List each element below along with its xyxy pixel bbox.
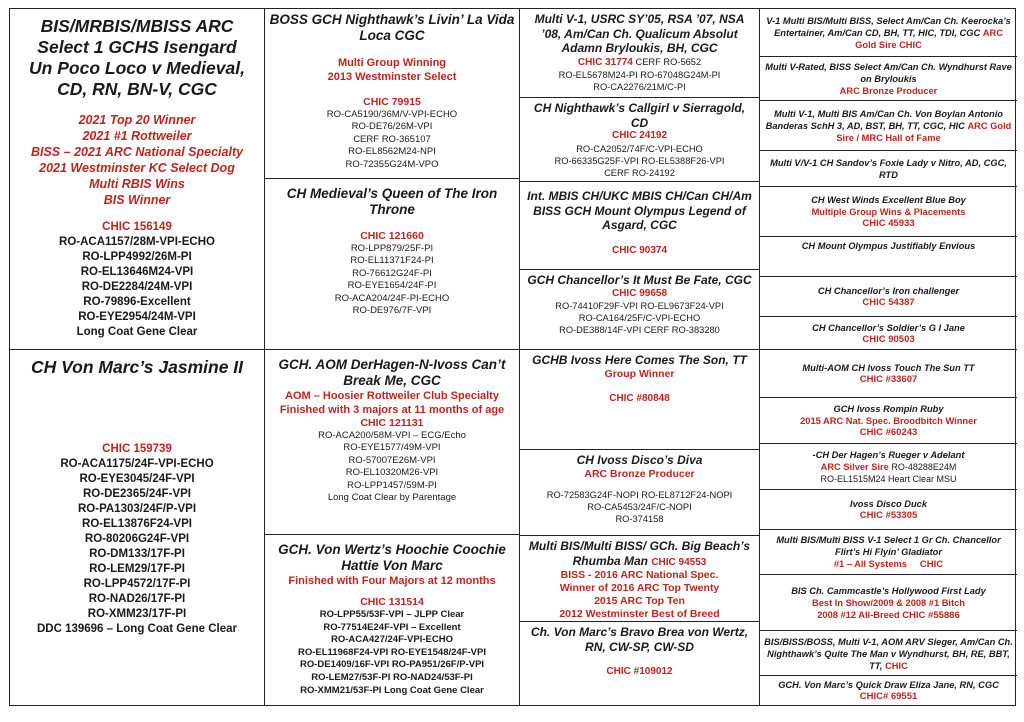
health-clearance: RO-EL10320M26-VPI — [345, 467, 439, 479]
health-clearance: RO-EL1515M24 Heart Clear MSU — [820, 474, 957, 484]
health-clearance: RO-EL8562M24-NPI — [348, 146, 436, 158]
dam-sire-cell — [520, 536, 759, 622]
generation-1-column — [10, 9, 265, 705]
health-clearance: RO-EL11371F24-PI — [350, 255, 434, 267]
dog-name: Multi V/V-1 CH Sandov’s Foxie Lady v Nitro, AD, CGC, RTD — [770, 158, 1007, 180]
dog-name: Multi V-1, USRC SY’05, RSA ’07, NSA ’08, Am/Can Ch. Qualicum Absolut Adamn Bryloukis, BH, CGC — [534, 12, 745, 55]
ancestor-cell — [760, 101, 1017, 151]
sire-cell — [265, 9, 519, 179]
dog-dam-side-cell — [10, 350, 264, 705]
health-clearance: RO-CA2276/21M/C-PI — [593, 82, 686, 92]
achievement: Multi RBIS Wins — [89, 177, 185, 191]
dog-name-line: CD, RN, BN-V, CGC — [57, 79, 217, 99]
achievement: 2013 Westminster Select — [327, 71, 457, 83]
health-clearance: RO-374158 — [615, 513, 664, 524]
achievement: Group Winner — [604, 367, 675, 380]
chic-number: CHIC 121660 — [360, 230, 424, 242]
ancestor-cell — [760, 237, 1017, 277]
achievement: BISS - 2016 ARC National Spec. — [560, 569, 719, 581]
dog-name-line: Select 1 GCHS Isengard — [37, 37, 237, 57]
dog-name: Multi V-Rated, BISS Select Am/Can Ch. Wyndhurst Rave on Bryloukis — [765, 62, 1012, 84]
health-clearance: RO-ACA204/24F-PI-ECHO — [334, 292, 450, 304]
health-clearance: RO-DE976/7F-VPI — [352, 305, 432, 317]
health-clearance: RO-LPP4572/17F-PI — [83, 578, 191, 590]
dog-name: Int. MBIS CH/UKC MBIS CH/Can CH/Am BISS GCH Mount Olympus Legend of Asgard, CGC — [527, 189, 752, 232]
dam-dam-cell — [520, 622, 759, 705]
dog-name-text: Multi BIS/Multi BISS/ GCh. Big Beach’s Rhumba Man — [528, 539, 751, 568]
health-clearance: RO-66335G25F-VPI RO-EL5388F26-VPI — [554, 155, 725, 166]
health-clearance: RO-EYE1654/24F-PI — [347, 280, 437, 292]
achievement: ARC Bronze Producer — [839, 86, 938, 96]
chic-number: CHIC #55886 — [902, 609, 960, 621]
ancestor-cell — [760, 317, 1017, 350]
dog-name-text: BIS/BISS/BOSS, Multi V-1, AOM ARV Sieger, Am/Can Ch. Nighthawk’s Quite The Man v Wyndhurst, BH, RE, BBT, TT, — [764, 636, 1013, 671]
sire-dam-cell — [520, 450, 759, 536]
health-clearance: RO-ACA427/24F-VPI-ECHO — [331, 634, 453, 646]
dog-name: BOSS GCH Nighthawk’s Livin’ La Vida Loca CGC — [269, 12, 515, 43]
sire-cell — [265, 350, 519, 535]
dog-name: GCH Chancellor’s It Must Be Fate, CGC — [527, 273, 752, 287]
dog-name: GCH. Von Wertz’s Hoochie Coochie Hattie Von Marc — [278, 542, 506, 573]
health-clearance: RO-80206G24F-VPI — [84, 533, 190, 545]
health-clearance: RO-LPP1457/59M-PI — [347, 479, 437, 491]
health-clearance: RO-XMM21/53F-PI Long Coat Gene Clear — [300, 684, 484, 696]
chic-number: CHIC #60243 — [859, 427, 918, 438]
dog-name: BIS Ch. Cammcastle’s Hollywood First Lady — [791, 585, 986, 596]
health-clearance: CERF RO-24192 — [604, 167, 675, 178]
chic-number: CHIC #80848 — [609, 392, 670, 404]
health-clearance: RO-LPP879/25F-PI — [350, 243, 434, 254]
chic-number: CHIC 24192 — [611, 130, 668, 141]
chic-number: CHIC #53305 — [859, 510, 918, 521]
dam-cell — [265, 535, 519, 705]
ancestor-cell — [760, 575, 1017, 631]
dog-name-text: Multi V-1, Multi BIS Am/Can Ch. Von Boylan Antonio Banderas SchH 3, AD, BST, BH, TT, CGC, HIC — [765, 109, 1003, 131]
health-clearance: RO-EYE2954/24M-VPI — [78, 311, 196, 323]
chic-number: CHIC 31774 — [577, 56, 633, 68]
achievement: 2015 ARC Top Ten — [594, 595, 685, 607]
ancestor-cell — [760, 277, 1017, 317]
health-clearance: RO-76612G24F-PI — [352, 267, 432, 279]
pedigree-grid — [9, 8, 1016, 706]
dog-name-line: Un Poco Loco v Medieval, — [29, 58, 245, 78]
health-clearance: RO-48288E24M — [891, 462, 957, 472]
dam-dam-cell — [520, 270, 759, 350]
health-clearance: RO-74410F29F-VPI RO-EL9673F24-VPI — [555, 301, 724, 311]
health-clearance: RO-DE388/14F-VPI CERF RO-383280 — [559, 325, 720, 335]
ancestor-cell — [760, 350, 1017, 398]
chic-number: CHIC 121131 — [360, 417, 424, 429]
health-clearance: RO-57007E26M-VPI — [348, 454, 436, 466]
dog-sire-side-cell — [10, 9, 264, 350]
dog-name: Multi BIS/Multi BISS V-1 Select 1 Gr Ch. Chancellor Flirt’s Hi Flyin’ Gladiator — [776, 535, 1001, 557]
achievement: 2008 #12 All-Breed — [817, 609, 900, 620]
achievement: #1 – All Systems — [833, 559, 907, 569]
health-clearance: Long Coat Gene Clear — [76, 326, 198, 338]
chic-number: CHIC 45933 — [862, 218, 915, 229]
chic-number: CHIC 90503 — [862, 333, 915, 345]
health-clearance: RO-EYE1577/49M-VPI — [343, 442, 441, 454]
generation-4-column — [760, 9, 1017, 705]
dog-name: CH Medieval’s Queen of The Iron Throne — [286, 186, 498, 217]
chic-number: CHIC #109012 — [606, 666, 673, 677]
achievement: ARC Silver Sire — [820, 462, 889, 472]
health-clearance: RO-ACA200/58M-VPI – ECG/Echo — [318, 430, 466, 441]
health-clearance: RO-DE1409/16F-VPI RO-PA951/26F/P-VPI — [299, 659, 485, 671]
chic-number: CHIC — [885, 660, 908, 671]
ancestor-cell — [760, 530, 1017, 575]
ancestor-cell — [760, 151, 1017, 187]
achievement: BISS – 2021 ARC National Specialty — [30, 145, 244, 159]
achievement: 2021 #1 Rottweiler — [82, 129, 192, 143]
health-clearance: RO-CA5190/36M/V-VPI-ECHO — [326, 109, 458, 120]
dog-name: CH Nighthawk’s Callgirl v Sierragold, CD — [533, 101, 746, 130]
health-clearance: RO-LPP4992/26M-PI — [82, 251, 192, 263]
health-clearance: RO-LEM27/53F-PI RO-NAD24/53F-PI — [311, 671, 473, 683]
health-clearance: RO-72355G24M-VPO — [345, 158, 439, 170]
health-clearance: CERF RO-5652 — [635, 56, 702, 67]
achievement: 2012 Westminster Best of Breed — [559, 608, 720, 620]
health-clearance: RO-72583G24F-NOPI RO-EL8712F24-NOPI — [546, 489, 733, 500]
health-clearance: DDC 139696 – Long Coat Gene Clear — [36, 623, 238, 635]
chic-number: CHIC 159739 — [102, 443, 172, 455]
ancestor-cell — [760, 398, 1017, 444]
achievement: Multi Group Winning — [337, 57, 447, 69]
dog-name: CH Ivoss Disco’s Diva — [576, 453, 703, 467]
health-clearance: RO-EL5678M24-PI RO-67048G24M-PI — [558, 70, 721, 80]
generation-2-column — [265, 9, 520, 705]
health-clearance: RO-CA5453/24F/C-NOPI — [587, 501, 692, 512]
sire-dam-cell — [520, 98, 759, 182]
dog-name: GCH Ivoss Rompin Ruby — [833, 404, 944, 414]
health-clearance: RO-DE76/26M-VPI — [351, 121, 433, 133]
dog-name: CH Chancellor’s Iron challenger — [817, 286, 960, 296]
dog-name: Ch. Von Marc’s Bravo Brea von Wertz, RN, CW-SP, CW-SD — [530, 625, 749, 654]
dog-name: CH Chancellor’s Soldier’s G I Jane — [812, 322, 965, 333]
achievement: Winner of 2016 ARC Top Twenty — [559, 582, 720, 594]
achievement: AOM – Hoosier Rottweiler Club Specialty Finished with 3 majors at 11 months of age — [279, 390, 505, 416]
generation-3-column — [520, 9, 760, 705]
chic-number: CHIC #33607 — [859, 374, 918, 385]
ancestor-cell — [760, 9, 1017, 57]
ancestor-cell — [760, 444, 1017, 490]
ancestor-cell — [760, 187, 1017, 237]
achievement: BIS Winner — [103, 193, 171, 207]
dog-name — [764, 108, 1013, 144]
chic-number: CHIC 90374 — [611, 244, 668, 256]
health-clearance: RO-79896-Excellent — [83, 296, 191, 308]
dog-name: GCH. AOM DerHagen-N-Ivoss Can’t Break Me, CGC — [278, 357, 506, 388]
health-clearance: RO-DM133/17F-PI — [89, 548, 185, 560]
ancestor-cell — [760, 57, 1017, 101]
health-clearance: RO-XMM23/17F-PI — [87, 608, 187, 620]
sire-sire-cell — [520, 350, 759, 450]
chic-number: CHIC 156149 — [102, 221, 172, 233]
dam-cell — [265, 179, 519, 350]
health-clearance: RO-ACA1157/28M-VPI-ECHO — [59, 236, 215, 248]
chic-number: CHIC 99658 — [611, 287, 668, 299]
dog-name — [524, 539, 755, 569]
dog-name — [764, 636, 1013, 672]
dog-name: CH Von Marc’s Jasmine II — [30, 357, 244, 377]
health-clearance: RO-NAD26/17F-PI — [88, 593, 186, 605]
achievement: Multiple Group Wins & Placements — [811, 207, 966, 217]
health-clearance: RO-PA1303/24F/P-VPI — [77, 503, 197, 515]
health-clearance: RO-EYE3045/24F-VPI — [79, 473, 195, 485]
chic-number: CHIC 54387 — [862, 297, 915, 308]
dam-sire-cell — [520, 182, 759, 270]
health-clearance: RO-LEM29/17F-PI — [89, 563, 185, 575]
ancestor-cell — [760, 676, 1017, 705]
achievement: 2015 ARC Nat. Spec. Broodbitch Winner — [800, 416, 977, 426]
health-clearance: Long Coat Clear by Parentage — [327, 492, 457, 504]
ancestor-cell — [760, 490, 1017, 530]
achievement: ARC Bronze Producer — [584, 467, 695, 480]
dog-name — [764, 15, 1013, 51]
chic-number: CHIC 79915 — [363, 96, 421, 108]
dog-name: CH Mount Olympus Justifiably Envious — [801, 241, 976, 251]
achievement: Finished with Four Majors at 12 months — [288, 575, 496, 587]
chic-number: CHIC 94553 — [651, 556, 707, 568]
health-clearance: RO-LPP55/53F-VPI – JLPP Clear — [319, 609, 465, 620]
achievement: 2021 Westminster KC Select Dog — [39, 161, 235, 175]
dog-name: Multi-AOM CH Ivoss Touch The Sun TT — [802, 363, 975, 373]
dog-name: CH West Winds Excellent Blue Boy — [811, 195, 966, 205]
health-clearance: RO-EL13876F24-VPI — [82, 518, 192, 530]
dog-name: GCH. Von Marc’s Quick Draw Eliza Jane, RN, CGC — [778, 680, 999, 690]
dog-name: GCHB Ivoss Here Comes The Son, TT — [532, 353, 747, 367]
dog-name-line: BIS/MRBIS/MBISS ARC — [40, 16, 234, 36]
chic-number: CHIC 131514 — [360, 596, 424, 608]
health-clearance: RO-77514E24F-VPI – Excellent — [323, 621, 461, 633]
dog-name: Ivoss Disco Duck — [850, 499, 927, 509]
ancestor-cell — [760, 631, 1017, 676]
health-clearance: RO-EL11968F24-VPI RO-EYE1548/24F-VPI — [298, 646, 486, 658]
health-clearance: CERF RO-365107 — [353, 133, 431, 145]
achievement: 2021 Top 20 Winner — [78, 113, 196, 127]
chic-number: CHIC# 69551 — [859, 691, 918, 702]
sire-sire-cell — [520, 9, 759, 98]
health-clearance: RO-EL13646M24-VPI — [80, 266, 194, 278]
dog-name-text: V-1 Multi BIS/Multi BISS, Select Am/Can Ch. Keerocka’s Entertainer, Am/Can CD, BH, TT, HIC, TDI, CGC — [766, 16, 1011, 38]
chic-number: CHIC — [919, 559, 944, 570]
achievement: ARC Gold Sire CHIC — [855, 28, 1003, 50]
health-clearance: RO-DE2284/24M-VPI — [81, 281, 193, 293]
dog-name: -CH Der Hagen’s Rueger v Adelant — [812, 450, 965, 460]
achievement: ARC Gold Sire / MRC Hall of Fame — [836, 121, 1012, 143]
health-clearance: RO-DE2365/24F-VPI — [82, 488, 191, 500]
health-clearance: RO-ACA1175/24F-VPI-ECHO — [60, 458, 214, 470]
health-clearance: RO-CA164/25F/C-VPI-ECHO — [578, 313, 701, 323]
achievement: Best In Show/2009 & 2008 #1 Bitch — [812, 597, 965, 608]
health-clearance: RO-CA2052/74F/C-VPI-ECHO — [576, 143, 703, 154]
